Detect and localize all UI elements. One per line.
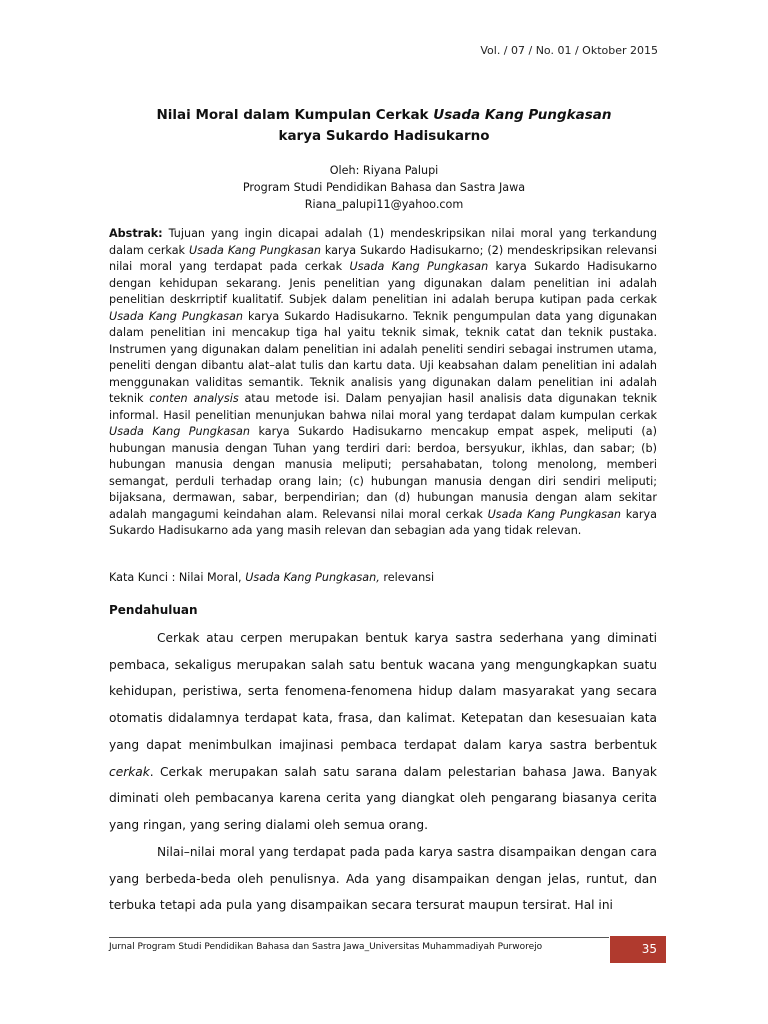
author-name: Oleh: Riyana Palupi [329, 164, 439, 177]
page-number: 35 [610, 936, 666, 963]
abstract-label: Abstrak: [109, 227, 163, 240]
paper-title [0, 105, 768, 147]
intro-paragraph-1: Cerkak atau cerpen merupakan bentuk karya sastra sederhana yang diminati pembaca, sekaligus merupakan salah satu bentuk wacana yang mengungkapkan suatu kehidupan, peristiwa, serta fenomena-fenomena hidup dalam masyarakat yang secara otomatis didalamnya terdapat kata, frasa, dan kalimat. Ketepatan dan kesesuaian kata yang dapat menimbulkan imajinasi pembaca terdapat dalam karya sastra berbentuk cerkak. Cerkak merupakan salah satu sarana dalam pelestarian bahasa Jawa. Banyak diminati oleh pembacanya karena cerita yang diangkat oleh pengarang biasanya cerita yang ringan, yang sering dialami oleh semua orang. [109, 631, 657, 832]
intro-paragraph-2: Nilai–nilai moral yang terdapat pada pada karya sastra disampaikan dengan cara yang berbeda-beda oleh penulisnya. Ada yang disampaikan dengan jelas, runtut, dan terbuka tetapi ada pula yang disampaikan secara tersurat maupun tersirat. Hal ini [109, 845, 657, 913]
abstract: Abstrak: Tujuan yang ingin dicapai adalah (1) mendeskripsikan nilai moral yang terkandung dalam cerkak Usada Kang Pungkasan karya Sukardo Hadisukarno; (2) mendeskripsikan relevansi nilai moral yang terdapat pada cerkak Usada Kang Pungkasan karya Sukardo Hadisukarno dengan kehidupan sekarang. Jenis penelitian yang digunakan dalam penelitian ini adalah penelitian deskrriptif kualitatif. Subjek dalam penelitian ini adalah berupa kutipan pada cerkak Usada Kang Pungkasan karya Sukardo Hadisukarno. Teknik pengumpulan data yang digunakan dalam penelitian ini mencakup tiga hal yaitu teknik simak, teknik catat dan teknik pustaka. Instrumen yang digunakan dalam penelitian ini adalah peneliti sendiri sebagai instrumen utama, peneliti dengan dibantu alat–alat tulis dan kartu data. Uji keabsahan dalam penelitian ini adalah menggunakan validitas semantik. Teknik analisis yang digunakan dalam penelitian ini adalah teknik conten analysis atau metode isi. Dalam penyajian hasil analisis data digunakan teknik informal. Hasil penelitian menunjukan bahwa nilai moral yang terdapat dalam kumpulan cerkak Usada Kang Pungkasan karya Sukardo Hadisukarno mencakup empat aspek, meliputi (a) hubungan manusia dengan Tuhan yang terdiri dari: berdoa, bersyukur, ikhlas, dan sabar; (b) hubungan manusia dengan manusia meliputi; persahabatan, tolong menolong, memberi semangat, perduli terhadap orang lain; (c) hubungan manusia dengan diri sendiri meliputi; bijaksana, dermawan, sabar, berpendirian; dan (d) hubungan manusia dengan alam sekitar adalah mangagumi keindahan alam. Relevansi nilai moral cerkak Usada Kang Pungkasan karya Sukardo Hadisukarno ada yang masih relevan dan sebagian ada yang tidak relevan. [109, 227, 657, 537]
title-line-1: Nilai Moral dalam Kumpulan Cerkak Usada Kang Pungkasan [156, 107, 612, 123]
footer-journal: Jurnal Program Studi Pendidikan Bahasa dan Sastra Jawa_Universitas Muhammadiyah Purworejo [109, 942, 543, 952]
keywords: Kata Kunci : Nilai Moral, Usada Kang Pungkasan, relevansi [109, 571, 435, 584]
author-program: Program Studi Pendidikan Bahasa dan Sastra Jawa [242, 181, 526, 194]
issue-info: Vol. / 07 / No. 01 / Oktober 2015 [480, 44, 658, 57]
author-block [0, 162, 768, 213]
section-heading: Pendahuluan [109, 603, 198, 617]
footer-divider [109, 937, 609, 938]
author-email: Riana_palupi11@yahoo.com [304, 198, 464, 211]
title-line-2: karya Sukardo Hadisukarno [278, 128, 490, 144]
